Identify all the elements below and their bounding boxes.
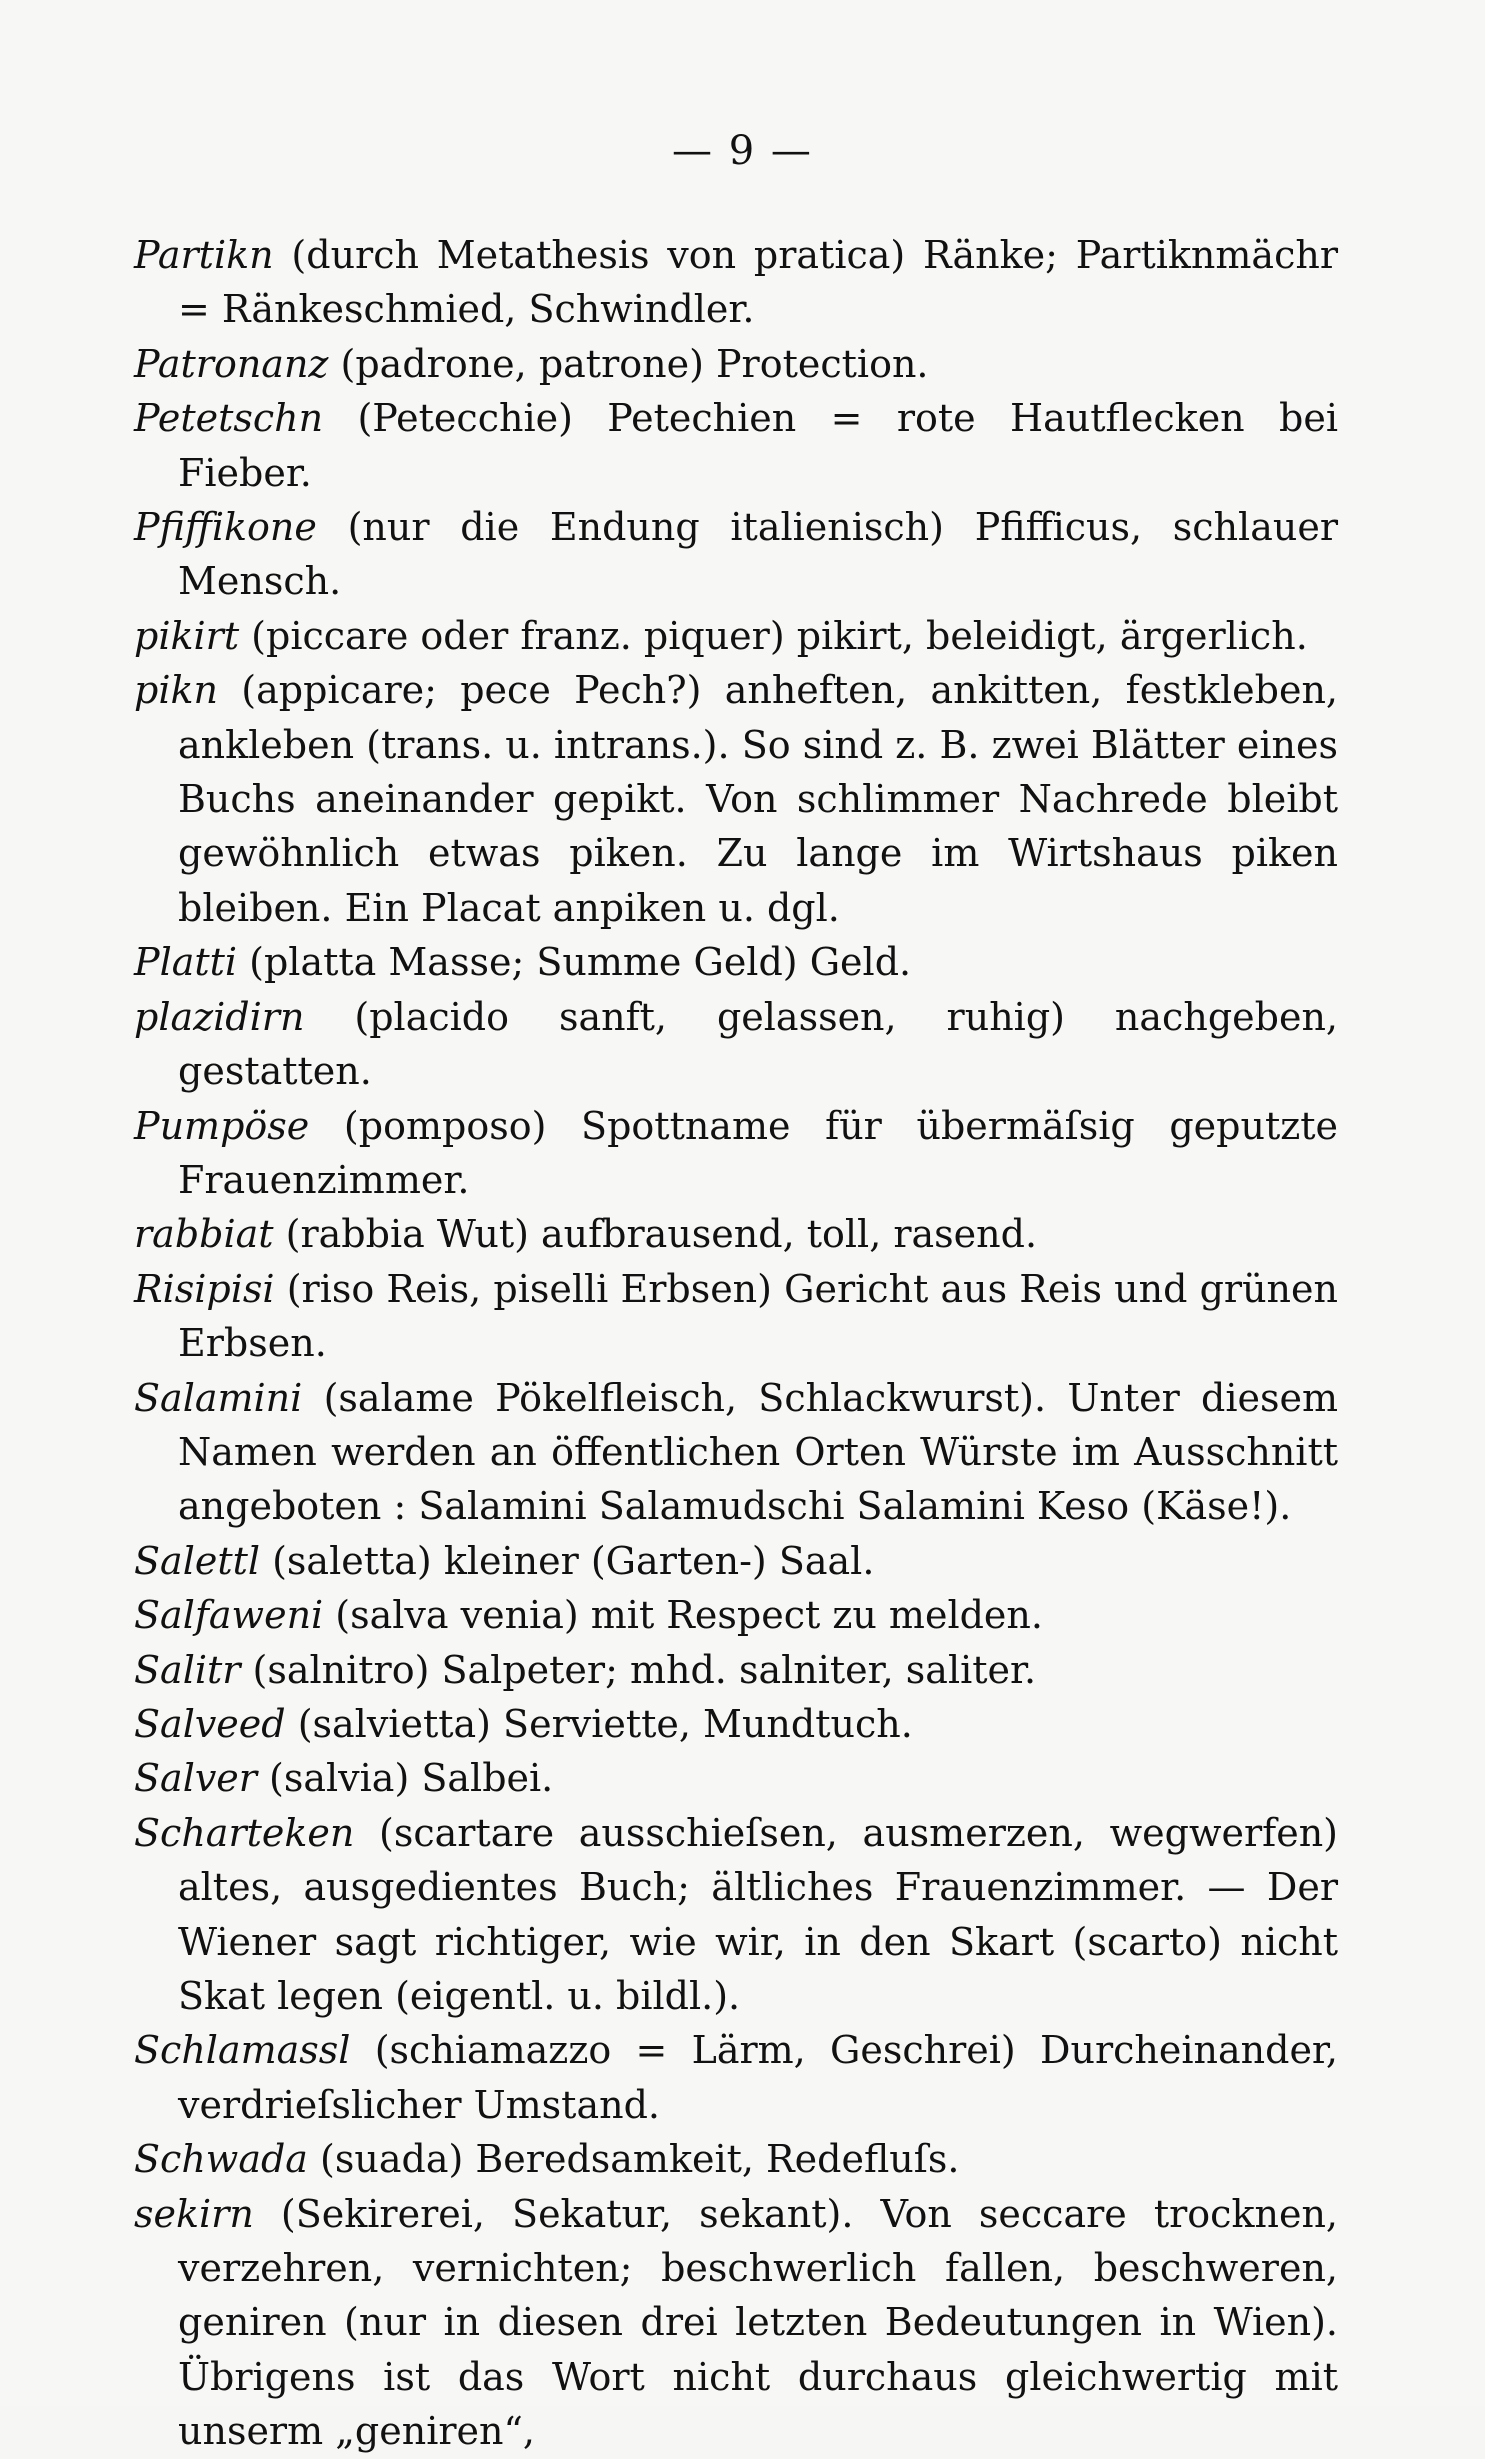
glossary-entry: [134, 663, 1338, 935]
entry-headword: Schlamassl: [134, 2028, 351, 2073]
entry-headword: Salver: [134, 1756, 257, 1801]
glossary-entry: [134, 1207, 1338, 1261]
entry-headword: Risipisi: [134, 1266, 275, 1311]
entry-headword: rabbiat: [134, 1212, 274, 1257]
entry-headword: Scharteken: [134, 1810, 355, 1855]
entry-definition: (nur die Endung italienisch) Pfifficus, schlauer Mensch.: [178, 505, 1338, 604]
glossary-entry: [134, 1534, 1338, 1588]
entry-definition: (durch Metathesis von pratica) Ränke; Partiknmächr = Ränkeschmied, Schwindler.: [178, 233, 1338, 332]
entry-headword: Partikn: [134, 233, 274, 277]
entry-definition: (riso Reis, piselli Erbsen) Gericht aus Reis und grünen Erbsen.: [178, 1266, 1338, 1366]
glossary-entry: [134, 609, 1338, 663]
entry-headword: Pfiffikone: [134, 505, 317, 550]
glossary-entry: [134, 1262, 1338, 1371]
glossary-entry: [134, 1697, 1338, 1751]
page-number: — 9 —: [672, 128, 813, 174]
entry-definition: (piccare oder franz. piquer) pikirt, beleidigt, ärgerlich.: [239, 613, 1308, 658]
glossary-entry: [134, 391, 1338, 500]
entry-definition: (Sekirerei, Sekatur, sekant). Von seccare trocknen, verzehren, vernichten; beschwerlich fallen, beschweren, geniren (nur in diesen drei letzten Bedeutungen in Wien). Übrigens ist das Wort nicht durchaus gleichwertig mit unserm „geniren“,: [178, 2191, 1338, 2454]
entry-definition: (rabbia Wut) aufbrausend, toll, rasend.: [273, 1212, 1038, 1257]
entry-headword: pikn: [134, 668, 218, 713]
entry-definition: (Petecchie) Petechien = rote Hautflecken bei Fieber.: [178, 396, 1338, 495]
glossary-entry: [134, 337, 1338, 391]
entry-headword: sekirn: [134, 2191, 254, 2236]
entry-definition: (salnitro) Salpeter; mhd. salniter, saliter.: [240, 1647, 1037, 1692]
entry-definition: (suada) Beredsamkeit, Redefluſs.: [307, 2137, 960, 2182]
entry-definition: (scartare ausschieſsen, ausmerzen, wegwerfen) altes, ausgedientes Buch; ältliches Frauenzimmer. — Der Wiener sagt richtiger, wie wir, in den Skart (scarto) nicht Skat legen (eigentl. u. bildl.).: [178, 1810, 1338, 2018]
entry-definition: (schiamazzo = Lärm, Geschrei) Durcheinander, verdrieſslicher Umstand.: [178, 2028, 1338, 2127]
entry-headword: plazidirn: [134, 994, 305, 1039]
glossary-entry: [134, 990, 1338, 1099]
entry-definition: (pomposo) Spottname für übermäſsig geputzte Frauenzimmer.: [178, 1103, 1338, 1202]
entry-headword: Salettl: [134, 1538, 261, 1583]
entry-definition: (saletta) kleiner (Garten-) Saal.: [260, 1538, 875, 1583]
entry-headword: Patronanz: [134, 341, 329, 386]
entry-definition: (salvia) Salbei.: [256, 1756, 554, 1801]
entry-definition: (appicare; pece Pech?) anheften, ankitten, festkleben, ankleben (trans. u. intrans.). So sind z. B. zwei Blätter eines Buchs aneinander gepikt. Von schlimmer Nachrede bleibt gewöhnlich etwas piken. Zu lange im Wirtshaus piken bleiben. Ein Placat anpiken u. dgl.: [178, 668, 1338, 930]
entry-definition: (placido sanft, gelassen, ruhig) nachgeben, gestatten.: [178, 994, 1338, 1094]
entry-headword: Petetschn: [134, 396, 324, 441]
glossary-entry: [134, 1806, 1338, 2024]
glossary-entry: [134, 1099, 1338, 1208]
entry-headword: Platti: [134, 940, 238, 985]
glossary-entry: [134, 228, 1338, 337]
glossary-entry: [134, 500, 1338, 609]
entry-headword: Salfaweni: [134, 1593, 324, 1638]
glossary-entry: [134, 1371, 1338, 1534]
glossary-entry: [134, 2132, 1338, 2186]
entry-headword: Salveed: [134, 1701, 286, 1746]
entry-headword: Schwada: [134, 2137, 308, 2182]
entry-headword: pikirt: [134, 613, 240, 658]
glossary-entry: [134, 1643, 1338, 1697]
glossary-entry: [134, 1751, 1338, 1805]
glossary-entry: [134, 2187, 1338, 2459]
entry-definition: (padrone, patrone) Protection.: [328, 341, 929, 386]
glossary-entry: [134, 2023, 1338, 2132]
glossary-text: [134, 228, 1338, 2459]
entry-headword: Salitr: [134, 1647, 241, 1692]
entry-definition: (platta Masse; Summe Geld) Geld.: [237, 940, 912, 985]
entry-definition: (salame Pökelfleisch, Schlackwurst). Unter diesem Namen werden an öffentlichen Orten Würste im Ausschnitt angeboten : Salamini Salamudschi Salamini Keso (Käse!).: [178, 1375, 1338, 1529]
entry-headword: Salamini: [134, 1375, 303, 1420]
entry-definition: (salvietta) Serviette, Mundtuch.: [285, 1701, 913, 1746]
glossary-entry: [134, 1588, 1338, 1642]
glossary-entry: [134, 935, 1338, 989]
entry-headword: Pumpöse: [134, 1103, 310, 1148]
entry-definition: (salva venia) mit Respect zu melden.: [323, 1593, 1043, 1638]
